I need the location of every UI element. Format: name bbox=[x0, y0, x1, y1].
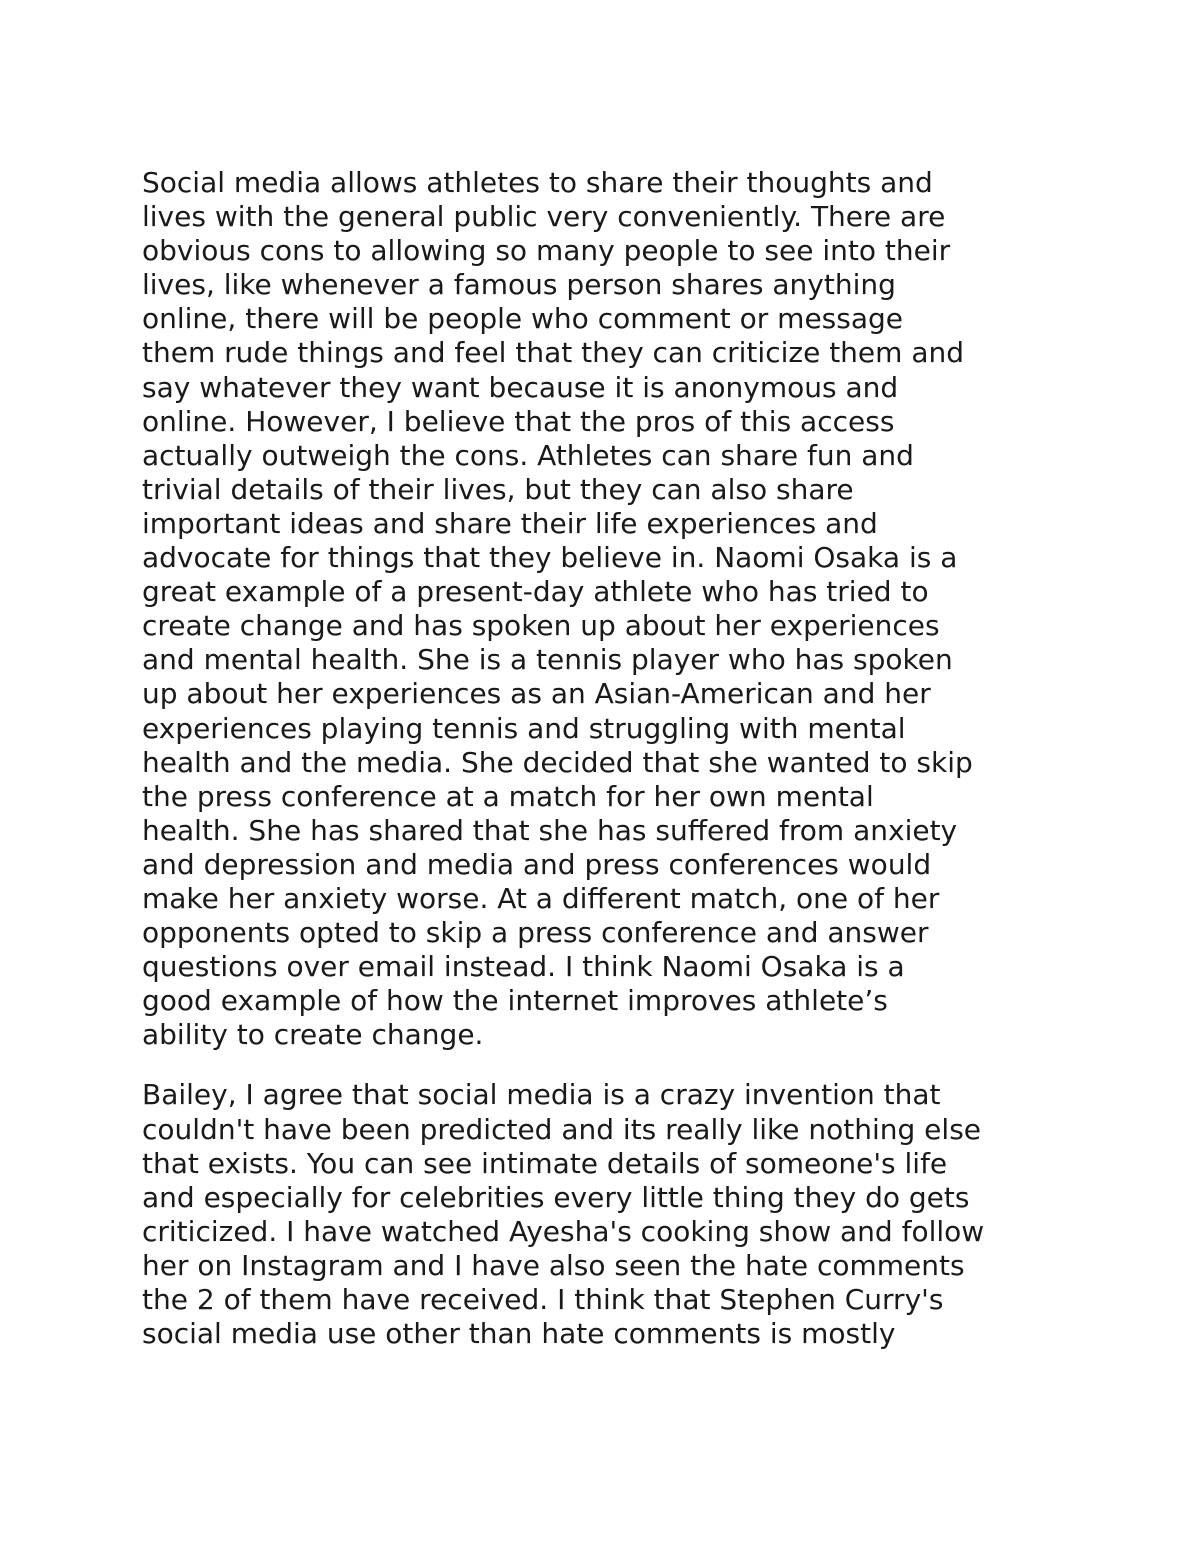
paragraph-line: online, there will be people who comment or message bbox=[142, 302, 904, 336]
paragraph-line: ability to create change. bbox=[142, 1018, 484, 1052]
paragraph-line: trivial details of their lives, but they can also share bbox=[142, 472, 854, 506]
paragraph-line: and mental health. She is a tennis player who has spoken bbox=[142, 643, 953, 677]
paragraph-line: the press conference at a match for her own mental bbox=[142, 779, 874, 813]
paragraph-line: and depression and media and press conferences would bbox=[142, 847, 932, 881]
paragraph-line: questions over email instead. I think Naomi Osaka is a bbox=[142, 950, 905, 984]
paragraph-line: that exists. You can see intimate details of someone's life bbox=[142, 1146, 948, 1180]
paragraph-line: experiences playing tennis and struggling with mental bbox=[142, 711, 906, 745]
paragraph-spacer bbox=[142, 1052, 1042, 1078]
paragraph-line: criticized. I have watched Ayesha's cooking show and follow bbox=[142, 1214, 985, 1248]
paragraph-line: them rude things and feel that they can criticize them and bbox=[142, 336, 964, 370]
paragraph-line: advocate for things that they believe in. Naomi Osaka is a bbox=[142, 541, 958, 575]
paragraph-line: lives, like whenever a famous person shares anything bbox=[142, 268, 896, 302]
paragraph-line: create change and has spoken up about her experiences bbox=[142, 609, 940, 643]
paragraph-line: important ideas and share their life experiences and bbox=[142, 506, 878, 540]
document-body bbox=[142, 166, 1042, 1351]
paragraph-line: health and the media. She decided that she wanted to skip bbox=[142, 745, 973, 779]
paragraph-line: and especially for celebrities every little thing they do gets bbox=[142, 1180, 970, 1214]
paragraph-line: make her anxiety worse. At a different match, one of her bbox=[142, 881, 940, 915]
paragraph-line: her on Instagram and I have also seen the hate comments bbox=[142, 1248, 965, 1282]
paragraph-line: couldn't have been predicted and its really like nothing else bbox=[142, 1112, 982, 1146]
paragraph-line: social media use other than hate comments is mostly bbox=[142, 1317, 896, 1351]
paragraph-line: online. However, I believe that the pros of this access bbox=[142, 404, 895, 438]
paragraph-line: lives with the general public very conveniently. There are bbox=[142, 200, 946, 234]
paragraph-line: great example of a present-day athlete who has tried to bbox=[142, 575, 929, 609]
paragraph-line: say whatever they want because it is anonymous and bbox=[142, 370, 899, 404]
paragraph-line: obvious cons to allowing so many people to see into their bbox=[142, 234, 951, 268]
paragraph-1 bbox=[142, 166, 1042, 1052]
paragraph-line: the 2 of them have received. I think that Stephen Curry's bbox=[142, 1283, 944, 1316]
paragraph-line: good example of how the internet improves athlete’s bbox=[142, 984, 888, 1018]
paragraph-line: Social media allows athletes to share their thoughts and bbox=[142, 166, 933, 199]
paragraph-line: opponents opted to skip a press conference and answer bbox=[142, 916, 929, 950]
paragraph-2 bbox=[142, 1078, 1042, 1351]
paragraph-line: up about her experiences as an Asian-American and her bbox=[142, 677, 931, 711]
paragraph-line: Bailey, I agree that social media is a crazy invention that bbox=[142, 1078, 941, 1112]
paragraph-line: actually outweigh the cons. Athletes can share fun and bbox=[142, 438, 914, 472]
paragraph-line: health. She has shared that she has suffered from anxiety bbox=[142, 813, 958, 847]
